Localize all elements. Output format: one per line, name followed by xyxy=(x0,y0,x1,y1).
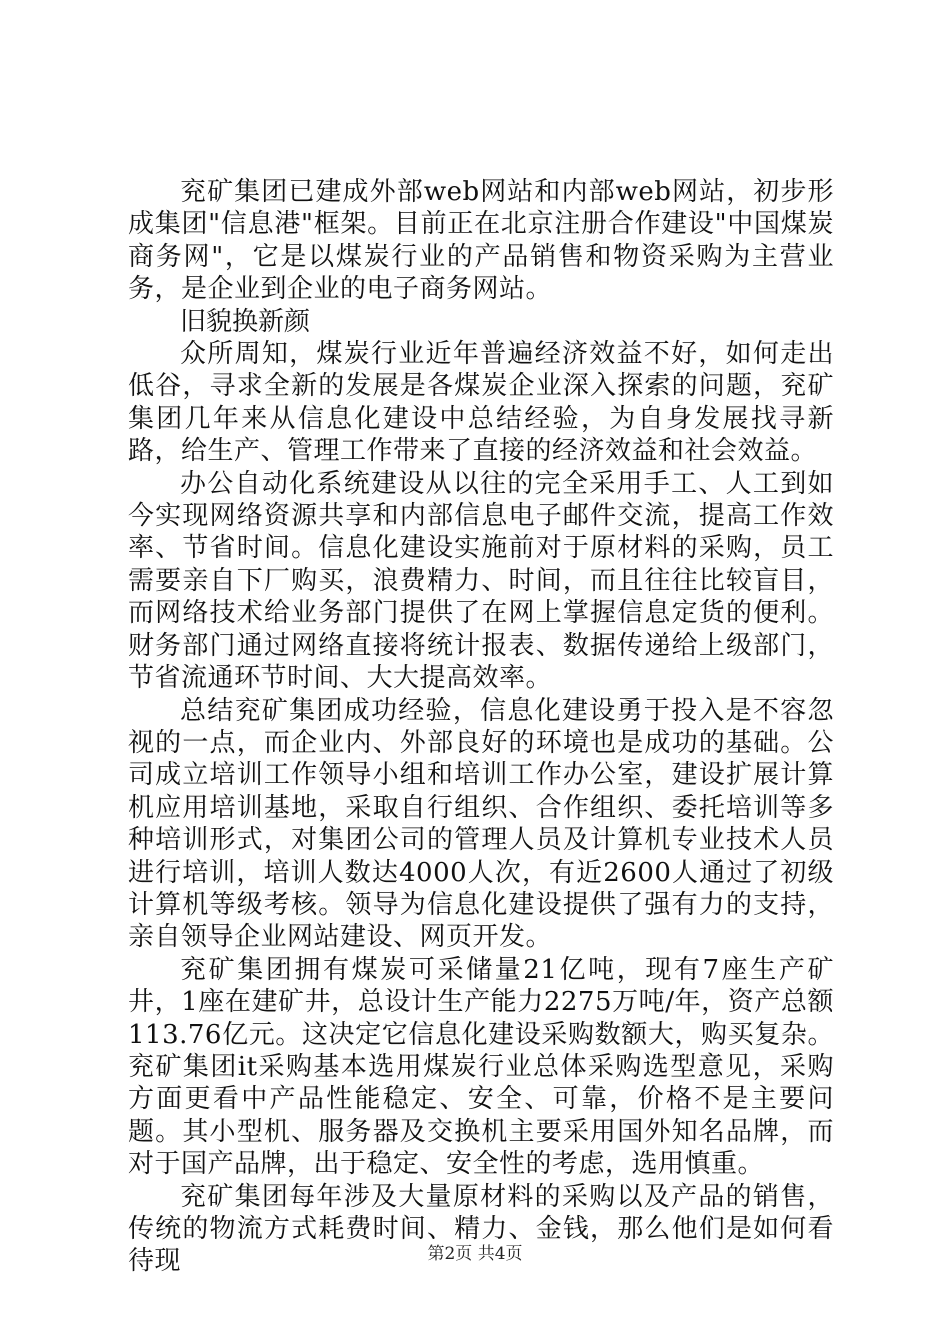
paragraph-intro: 兖矿集团已建成外部web网站和内部web网站，初步形成集团"信息港"框架。目前正在北京注册合作建设"中国煤炭商务网"，它是以煤炭行业的产品销售和物资采购为主营业务，是企业到企业的电子商务网站。 xyxy=(128,177,834,305)
paragraph-logistics: 兖矿集团每年涉及大量原材料的采购以及产品的销售，传统的物流方式耗费时间、精力、金钱，那么他们是如何看待现 xyxy=(128,1181,834,1277)
paragraph-procurement: 兖矿集团拥有煤炭可采储量21亿吨，现有7座生产矿井，1座在建矿井，总设计生产能力2275万吨/年，资产总额113.76亿元。这决定它信息化建设采购数额大，购买复杂。兖矿集团it采购基本选用煤炭行业总体采购选型意见，采购方面更看中产品性能稳定、安全、可靠，价格不是主要问题。其小型机、服务器及交换机主要采用国外知名品牌，而对于国产品牌，出于稳定、安全性的考虑，选用慎重。 xyxy=(128,954,834,1180)
section-heading: 旧貌换新颜 xyxy=(180,306,311,337)
page-footer xyxy=(0,1243,950,1265)
paragraph-office-automation: 办公自动化系统建设从以往的完全采用手工、人工到如今实现网络资源共享和内部信息电子邮件交流，提高工作效率、节省时间。信息化建设实施前对于原材料的采购，员工需要亲自下厂购买，浪费精力、时间，而且往往比较盲目，而网络技术给业务部门提供了在网上掌握信息定货的便利。财务部门通过网络直接将统计报表、数据传递给上级部门，节省流通环节时间、大大提高效率。 xyxy=(128,468,834,694)
paragraph-industry: 众所周知，煤炭行业近年普遍经济效益不好，如何走出低谷，寻求全新的发展是各煤炭企业深入探索的问题，兖矿集团几年来从信息化建设中总结经验，为自身发展找寻新路，给生产、管理工作带来了直接的经济效益和社会效益。 xyxy=(128,339,834,467)
paragraph-success-experience: 总结兖矿集团成功经验，信息化建设勇于投入是不容忽视的一点，而企业内、外部良好的环境也是成功的基础。公司成立培训工作领导小组和培训工作办公室，建设扩展计算机应用培训基地，采取自行组织、合作组织、委托培训等多种培训形式，对集团公司的管理人员及计算机专业技术人员进行培训，培训人数达4000人次，有近2600人通过了初级计算机等级考核。领导为信息化建设提供了强有力的支持，亲自领导企业网站建设、网页开发。 xyxy=(128,695,834,953)
page-number: 第2页 共4页 xyxy=(427,1244,523,1264)
document-body xyxy=(128,176,834,1278)
